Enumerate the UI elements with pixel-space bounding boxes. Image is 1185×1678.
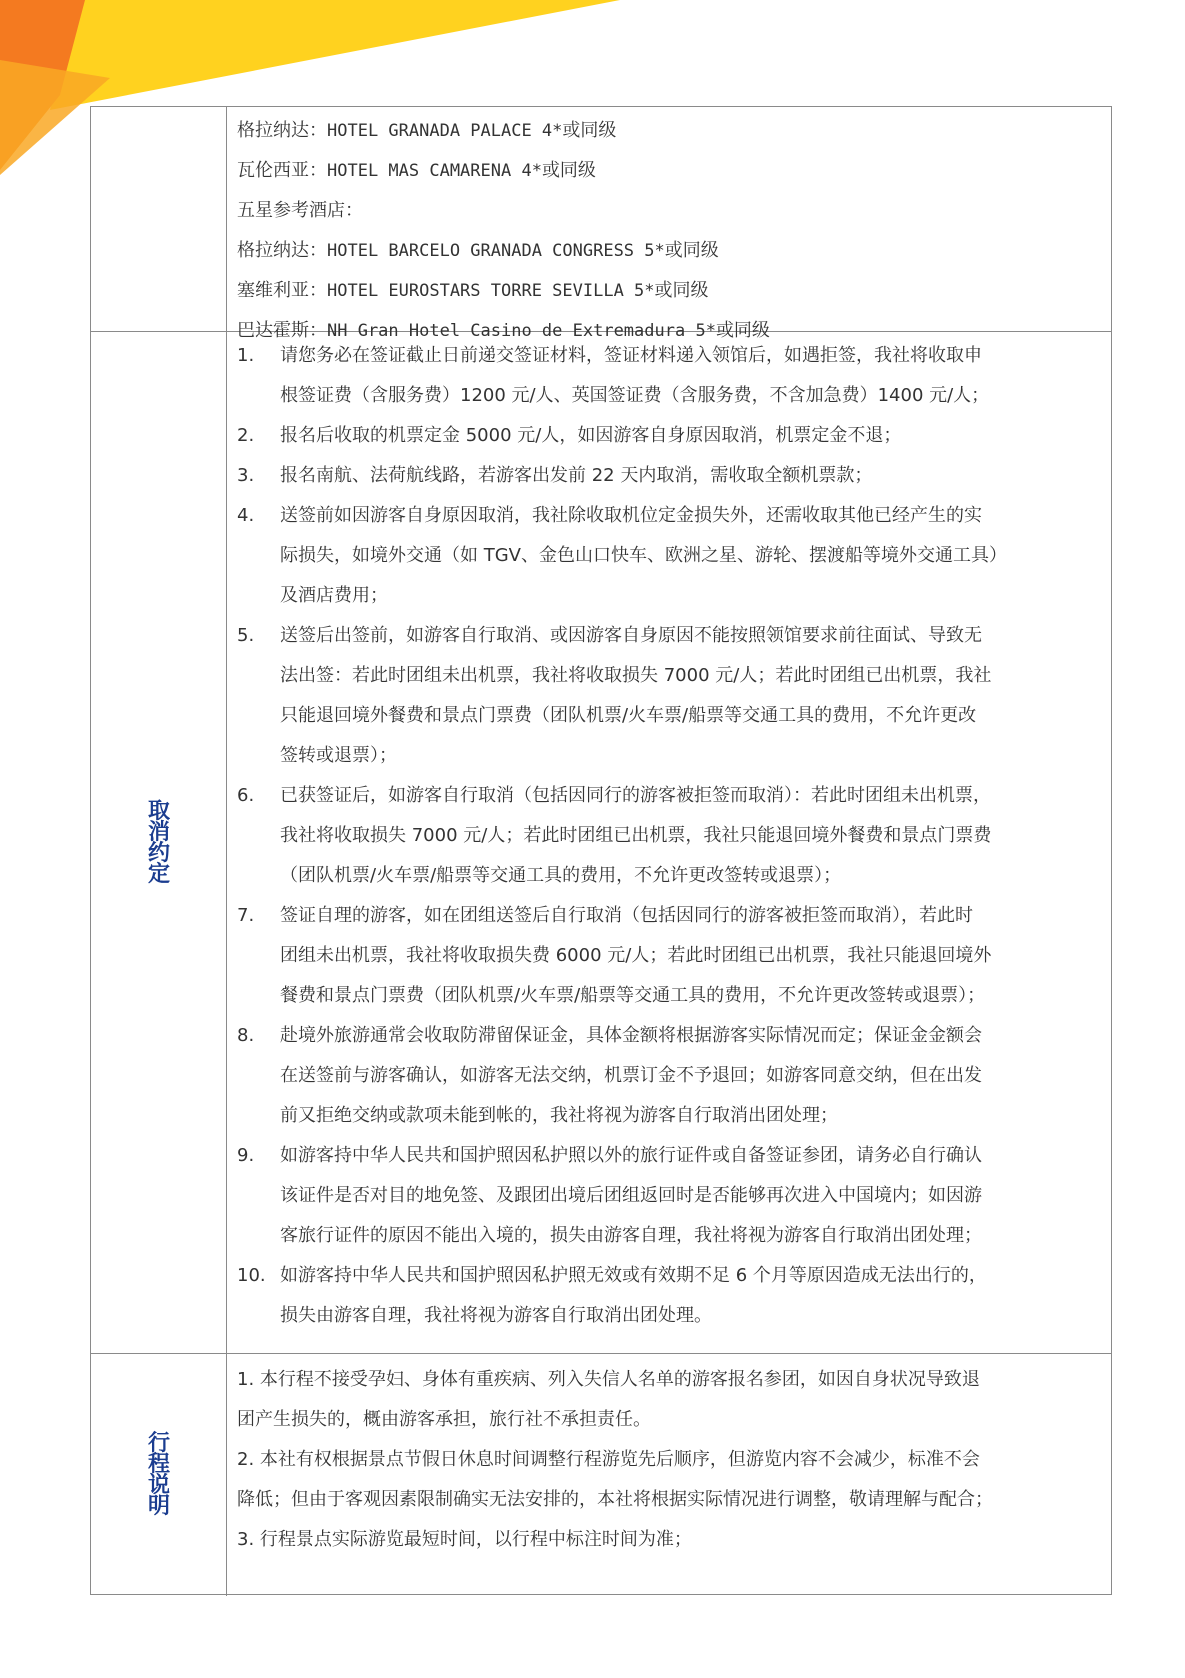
itinerary-line: 2. 本社有权根据景点节假日休息时间调整行程游览先后顺序，但游览内容不会减少，标准不会 [237, 1449, 980, 1470]
list-item: 3. 报名南航、法荷航线路，若游客出发前 22 天内取消，需收取全额机票款； [237, 465, 873, 486]
list-item: 5. 送签后出签前，如游客自行取消、或因游客自身原因不能按照领馆要求前往面试、导致无 法出签：若此时团组未出机票，我社将收取损失 7000 元/人；若此时团组已出机票，我社 只能退回境外餐费和景点门票费（团队机票/火车票/船票等交通工具的费用，不允许更改 签转或退票）； [237, 625, 992, 766]
list-item: 6. 已获签证后，如游客自行取消（包括因同行的游客被拒签而取消）：若此时团组未出机票， 我社将收取损失 7000 元/人；若此时团组已出机票，我社只能退回境外餐费和景点门票费 （团队机票/火车票/船票等交通工具的费用，不允许更改签转或退票）； [237, 785, 992, 886]
hotel-row-label-cell [91, 107, 227, 331]
itinerary-label-cell [91, 1354, 227, 1596]
list-item: 10. 如游客持中华人民共和国护照因私护照无效或有效期不足 6 个月等原因造成无法出行的， 损失由游客自理，我社将视为游客自行取消出团处理。 [237, 1265, 987, 1326]
hotel-row [91, 107, 1111, 341]
itinerary-row [91, 1354, 1111, 1596]
hotel-list [237, 111, 1101, 351]
itinerary-label: 行 程 说 明 [147, 1431, 170, 1519]
hotel-line: 格拉纳达：HOTEL GRANADA PALACE 4*或同级 [237, 120, 617, 141]
cancel-row [91, 332, 1111, 1354]
list-item: 8. 赴境外旅游通常会收取防滞留保证金，具体金额将根据游客实际情况而定；保证金金额会 在送签前与游客确认，如游客无法交纳，机票订金不予退回；如游客同意交纳，但在出发 前又拒绝交纳或款项未能到帐的，我社将视为游客自行取消出团处理； [237, 1025, 982, 1126]
itinerary-line: 团产生损失的，概由游客承担，旅行社不承担责任。 [237, 1409, 651, 1430]
itinerary-line: 3. 行程景点实际游览最短时间，以行程中标注时间为准； [237, 1529, 692, 1550]
cancel-terms [237, 336, 1101, 1336]
itinerary-notes [237, 1360, 1101, 1560]
hotel-line: 瓦伦西亚：HOTEL MAS CAMARENA 4*或同级 [237, 160, 596, 181]
list-item: 4. 送签前如因游客自身原因取消，我社除收取机位定金损失外，还需收取其他已经产生的实 际损失，如境外交通（如 TGV、金色山口快车、欧洲之星、游轮、摆渡船等境外交通工具） 及酒店费用； [237, 505, 1007, 606]
hotel-line: 格拉纳达：HOTEL BARCELO GRANADA CONGRESS 5*或同级 [237, 240, 719, 261]
hotel-line: 巴达霍斯：NH Gran Hotel Casino de Extremadura 5*或同级 [237, 320, 770, 341]
hotel-line: 塞维利亚：HOTEL EUROSTARS TORRE SEVILLA 5*或同级 [237, 280, 709, 301]
list-item: 9. 如游客持中华人民共和国护照因私护照以外的旅行证件或自备签证参团，请务必自行确认 该证件是否对目的地免签、及跟团出境后团组返回时是否能够再次进入中国境内；如因游 客旅行证件的原因不能出入境的，损失由游客自理，我社将视为游客自行取消出团处理； [237, 1145, 982, 1246]
info-table [90, 106, 1112, 1595]
list-item: 1. 请您务必在签证截止日前递交签证材料，签证材料递入领馆后，如遇拒签，我社将收取申 根签证费（含服务费）1200 元/人、英国签证费（含服务费，不含加急费）1400 元/人； [237, 345, 990, 406]
cancel-label-cell [91, 332, 227, 1353]
list-item: 2. 报名后收取的机票定金 5000 元/人，如因游客自身原因取消，机票定金不退； [237, 425, 902, 446]
hotel-line: 五星参考酒店： [237, 200, 363, 221]
list-item: 7. 签证自理的游客，如在团组送签后自行取消（包括因同行的游客被拒签而取消），若此时 团组未出机票，我社将收取损失费 6000 元/人；若此时团组已出机票，我社只能退回境外 餐费和景点门票费（团队机票/火车票/船票等交通工具的费用，不允许更改签转或退票）； [237, 905, 992, 1006]
cancel-label: 取 消 约 定 [147, 798, 170, 887]
itinerary-line: 降低；但由于客观因素限制确实无法安排的，本社将根据实际情况进行调整，敬请理解与配合； [237, 1489, 993, 1510]
itinerary-line: 1. 本行程不接受孕妇、身体有重疾病、列入失信人名单的游客报名参团，如因自身状况导致退 [237, 1369, 980, 1390]
